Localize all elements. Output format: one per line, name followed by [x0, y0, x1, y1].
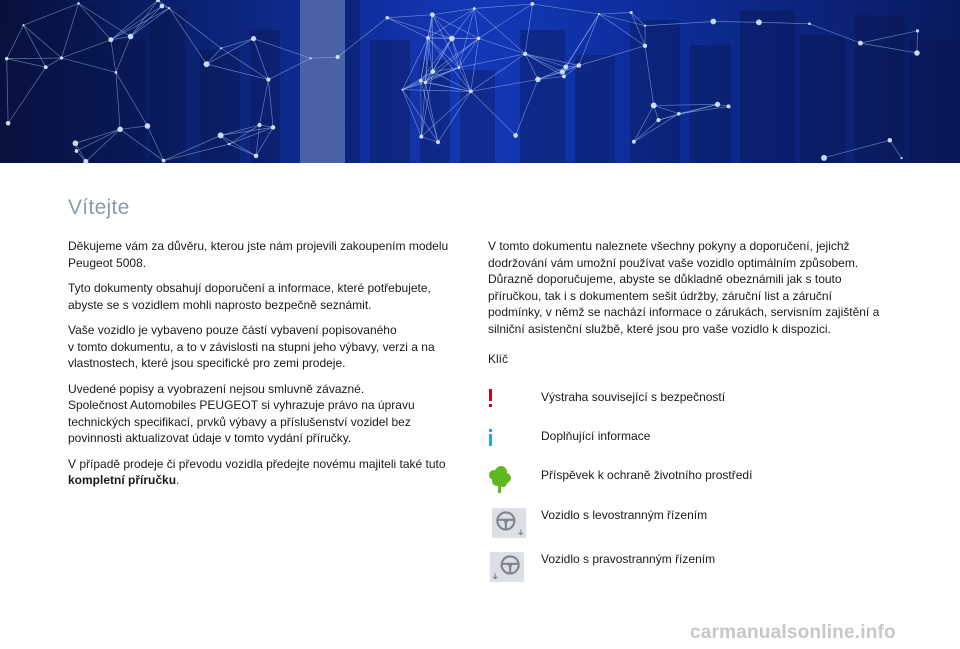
hero-banner — [0, 0, 960, 163]
legend-item-rhd — [488, 550, 908, 582]
intro-paragraph — [68, 456, 458, 489]
legend-item-lhd — [488, 506, 908, 538]
page-title: Vítejte — [68, 196, 130, 219]
right-hand-drive-icon — [488, 550, 528, 582]
intro-paragraph — [68, 381, 458, 447]
warning-icon — [488, 388, 522, 418]
intro-line: Uvedené popisy a vyobrazení nejsou smluvně závazné. — [68, 381, 365, 396]
legend-label: Příspěvek k ochraně životního prostředí — [541, 468, 753, 482]
intro-paragraph — [68, 322, 458, 372]
legend-item-environment — [488, 466, 908, 498]
legend-label: Výstraha související s bezpečností — [541, 390, 726, 404]
network-city-image — [0, 0, 960, 163]
intro-text: . — [176, 473, 180, 487]
info-icon — [488, 427, 522, 457]
legend-label: Vozidlo s pravostranným řízením — [541, 552, 716, 566]
intro-line: Vaše vozidlo je vybaveno pouze částí vybavení popisovaného — [68, 323, 397, 337]
intro-left-column — [68, 238, 458, 498]
complete-manual-emphasis: kompletní příručku — [68, 473, 177, 487]
legend-item-warning — [488, 388, 908, 420]
intro-text: V případě prodeje či převodu vozidla předejte novému majiteli také tuto — [68, 456, 446, 471]
intro-right-column — [488, 238, 888, 346]
key-heading: Klíč — [488, 352, 509, 366]
left-hand-drive-icon — [488, 506, 528, 538]
intro-paragraph: V tomto dokumentu naleznete všechny pokyny a doporučení, jejichž dodržování vám umožní používat vaše vozidlo optimálním způsobem. Důrazně doporučujeme, abyste se důkladně obeznámili jak s touto příručkou, tak i s dokumentem sešit údržby, záruční list a záruční podmínky, v němž se nachází informace o zárukách, servisním zajištění a silniční asistenční službě, které jsou pro vaše vozidlo k dispozici. — [488, 239, 880, 336]
legend-label: Vozidlo s levostranným řízením — [541, 508, 708, 522]
intro-line: v tomto dokumentu, a to v závislosti na stupni jeho výbavy, verzi a na vlastnostech, které jsou specifické pro zemi prodeje. — [68, 339, 435, 370]
watermark: carmanualsonline.info — [690, 622, 896, 643]
tree-icon — [488, 466, 522, 496]
intro-paragraph: Děkujeme vám za důvěru, kterou jste nám projevili zakoupením modelu Peugeot 5008. — [68, 239, 449, 270]
legend-item-info — [488, 427, 908, 459]
intro-paragraph: Tyto dokumenty obsahují doporučení a informace, které potřebujete, abyste se s vozidlem mohli naprosto bezpečně seznámit. — [68, 281, 431, 312]
legend-label: Doplňující informace — [541, 429, 651, 443]
intro-line: Společnost Automobiles PEUGEOT si vyhrazuje právo na úpravu technických specifikací, prvků výbavy a příslušenství vozidel bez povinnosti aktualizovat údaje v tomto vydání příručky. — [68, 398, 415, 445]
